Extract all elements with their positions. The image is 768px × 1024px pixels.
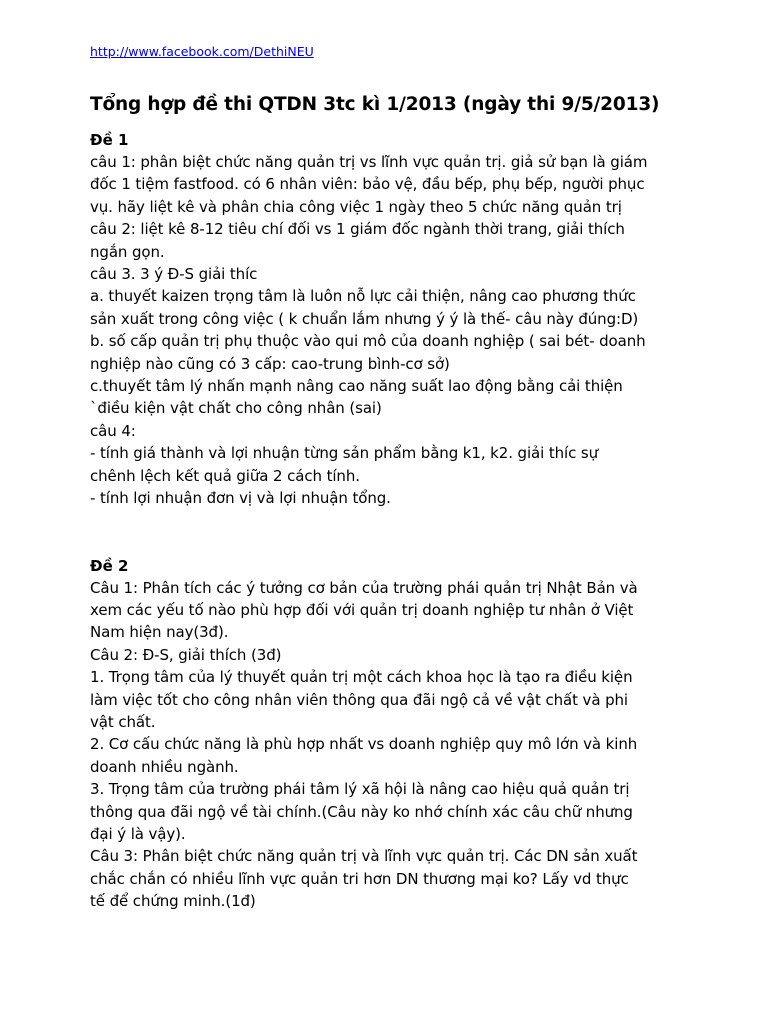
text-line: - tính giá thành và lợi nhuận từng sản phẩm bằng k1, k2. giải thíc sự	[90, 444, 599, 463]
text-line: đại ý là vậy).	[90, 824, 186, 843]
text-line: a. thuyết kaizen trọng tâm là luôn nỗ lực cải thiện, nâng cao phương thức	[90, 287, 636, 306]
section-de-2	[90, 555, 730, 913]
text-line: 3. Trọng tâm của trường phái tâm lý xã hội là nâng cao hiệu quả quản trị	[90, 780, 630, 799]
text-line: vật chất.	[90, 712, 156, 731]
text-line: tế để chứng minh.(1đ)	[90, 892, 256, 911]
document-title: Tổng hợp đề thi QTDN 3tc kì 1/2013 (ngày thi 9/5/2013)	[90, 94, 660, 115]
section-de-1	[90, 129, 730, 510]
text-line: vụ. hãy liệt kê và phân chia công việc 1 ngày theo 5 chức năng quản trị	[90, 197, 622, 216]
text-line: câu 1: phân biệt chức năng quản trị vs lĩnh vực quản trị. giả sử bạn là giám	[90, 153, 648, 171]
text-line: c.thuyết tâm lý nhấn mạnh nâng cao năng suất lao động bằng cải thiện	[90, 377, 623, 396]
text-line: câu 2: liệt kê 8-12 tiêu chí đối vs 1 giám đốc ngành thời trang, giải thích	[90, 220, 625, 239]
text-line: nghiệp nào cũng có 3 cấp: cao-trung bình-cơ sở)	[90, 354, 450, 373]
text-line: làm việc tốt cho công nhân viên thông qua đãi ngộ cả về vật chất và phi	[90, 690, 628, 709]
text-line: ngắn gọn.	[90, 242, 165, 261]
text-line: Câu 1: Phân tích các ý tưởng cơ bản của trường phái quản trị Nhật Bản và	[90, 578, 638, 597]
text-line: 2. Cơ cấu chức năng là phù hợp nhất vs doanh nghiệp quy mô lớn và kinh	[90, 735, 638, 754]
text-line: xem các yếu tố nào phù hợp đối với quản trị doanh nghiệp tư nhân ở Việt	[90, 600, 634, 619]
text-line: chắc chắn có nhiều lĩnh vực quản tri hơn DN thương mại ko? Lấy vd thực	[90, 869, 629, 888]
text-line: sản xuất trong công việc ( k chuẩn lắm nhưng ý ý là thế- câu này đúng:D)	[90, 309, 639, 328]
text-line: b. số cấp quản trị phụ thuộc vào qui mô của doanh nghiệp ( sai bét- doanh	[90, 332, 646, 351]
text-line: Câu 3: Phân biệt chức năng quản trị và lĩnh vực quản trị. Các DN sản xuất	[90, 847, 638, 866]
document-page	[90, 44, 730, 913]
text-line: câu 4:	[90, 421, 136, 440]
section-heading: Đề 2	[90, 556, 129, 575]
text-line: thông qua đãi ngộ về tài chính.(Câu này ko nhớ chính xác câu chữ nhưng	[90, 802, 633, 821]
text-line: 1. Trọng tâm của lý thuyết quản trị một cách khoa học là tạo ra điều kiện	[90, 668, 633, 687]
section-heading: Đề 1	[90, 131, 129, 149]
text-line: doanh nhiều ngành.	[90, 757, 239, 776]
facebook-link[interactable]: http://www.facebook.com/DethiNEU	[90, 44, 314, 59]
section-gap	[90, 510, 730, 555]
text-line: đốc 1 tiệm fastfood. có 6 nhân viên: bảo vệ, đầu bếp, phụ bếp, người phục	[90, 175, 645, 194]
text-line: Nam hiện nay(3đ).	[90, 623, 229, 642]
text-line: câu 3. 3 ý Đ-S giải thíc	[90, 265, 258, 284]
text-line: - tính lợi nhuận đơn vị và lợi nhuận tổng.	[90, 489, 391, 508]
text-line: `điều kiện vật chất cho công nhân (sai)	[90, 399, 382, 418]
text-line: chênh lệch kết quả giữa 2 cách tính.	[90, 466, 360, 485]
text-line: Câu 2: Đ-S, giải thích (3đ)	[90, 645, 282, 664]
